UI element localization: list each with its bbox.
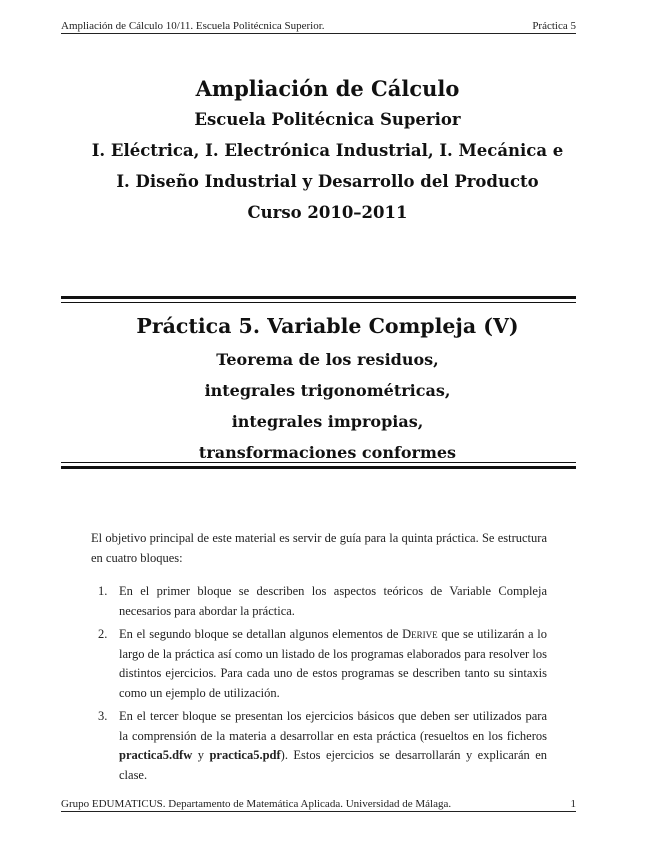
practice-subtitle-4: transformaciones conformes — [198, 443, 457, 462]
derive-name: Derive — [402, 627, 438, 641]
header-left: Ampliación de Cálculo 10/11. Escuela Politécnica Superior. — [61, 20, 325, 32]
list-text-pre: En el tercer bloque se presentan los ejercicios básicos que deben ser utilizados para la comprensión de la materia a desarrollar en esta práctica (resueltos en los ficheros — [119, 709, 547, 743]
file-name-dfw: practica5.dfw — [119, 748, 193, 762]
block-list — [91, 582, 547, 785]
top-rule-thick — [61, 296, 576, 299]
practice-title: Práctica 5. Variable Compleja (V) — [136, 314, 519, 338]
list-text-post: que se utilizarán a lo largo de la práctica así como un listado de los programas elaborados para resolver los distintos ejercicios. Para cada uno de estos programas se describen tanto su sintaxis como un ejemplo de utilización. — [119, 627, 547, 700]
bottom-rule-thin — [61, 462, 576, 463]
academic-year: Curso 2010–2011 — [247, 203, 408, 222]
list-text: En el primer bloque se describen los aspectos teóricos de Variable Compleja necesarios para abordar la práctica. — [119, 584, 547, 618]
footer-left: Grupo EDUMATICUS. Departamento de Matemática Aplicada. Universidad de Málaga. — [61, 798, 452, 810]
file-name-pdf: practica5.pdf — [209, 748, 281, 762]
degrees-line-2: I. Diseño Industrial y Desarrollo del Producto — [116, 172, 539, 191]
running-header — [61, 20, 576, 34]
practice-block — [40, 311, 615, 468]
list-number: 2. — [98, 627, 108, 641]
list-item — [91, 582, 547, 621]
bottom-rule-thick — [61, 466, 576, 469]
list-number: 3. — [98, 709, 108, 723]
course-title: Ampliación de Cálculo — [195, 76, 460, 101]
list-text-post: ). Estos ejercicios se desarrollarán y explicarán en clase. — [119, 748, 548, 782]
list-item — [91, 625, 547, 703]
running-footer — [61, 798, 576, 812]
header-right: Práctica 5 — [532, 20, 576, 32]
list-text-pre: En el segundo bloque se detallan algunos elementos de — [119, 627, 403, 641]
practice-subtitle-1: Teorema de los residuos, — [216, 350, 439, 369]
intro-paragraph: El objetivo principal de este material es servir de guía para la quinta práctica. Se estructura en cuatro bloques: — [91, 531, 547, 565]
list-number: 1. — [98, 584, 108, 598]
list-item — [91, 707, 547, 785]
degrees-line-1: I. Eléctrica, I. Electrónica Industrial, I. Mecánica e — [91, 141, 564, 160]
list-text-mid: y — [192, 748, 210, 762]
page-number: 1 — [570, 798, 576, 810]
top-rule-thin — [61, 302, 576, 303]
practice-subtitle-3: integrales impropias, — [231, 412, 424, 431]
body-text — [91, 529, 547, 789]
title-block — [40, 74, 615, 228]
practice-subtitle-2: integrales trigonométricas, — [204, 381, 451, 400]
school-name: Escuela Politécnica Superior — [194, 110, 461, 129]
